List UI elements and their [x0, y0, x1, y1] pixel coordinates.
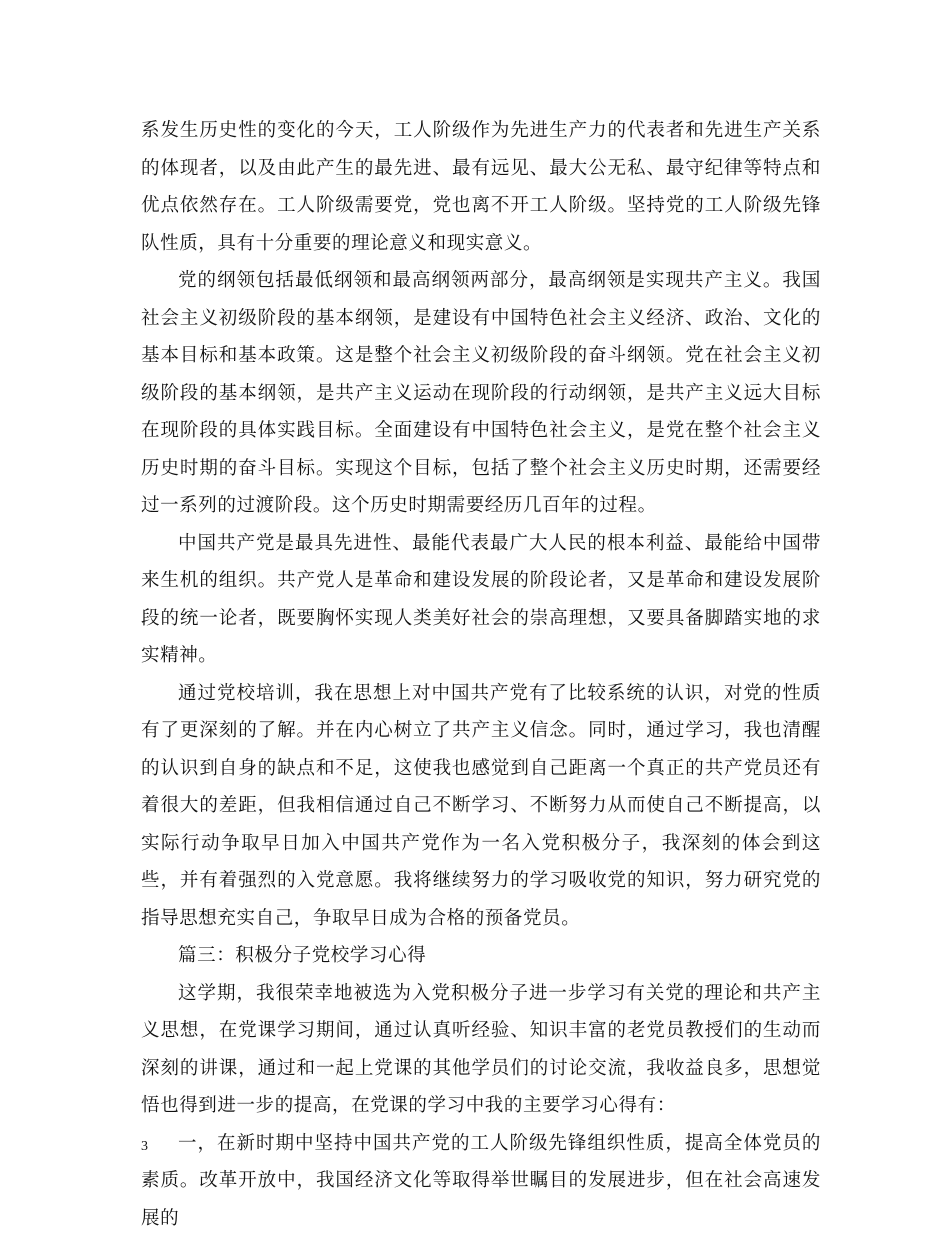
paragraph-first-point: 一，在新时期中坚持中国共产党的工人阶级先锋组织性质，提高全体党员的素质。改革开放中，我国经济文化等取得举世瞩目的发展进步，但在社会高速发展的: [141, 1125, 821, 1237]
paragraph-party-program: 党的纲领包括最低纲领和最高纲领两部分，最高纲领是实现共产主义。我国社会主义初级阶段的基本纲领，是建设有中国特色社会主义经济、政治、文化的基本目标和基本政策。这是整个社会主义初级阶段的奋斗纲领。党在社会主义初级阶段的基本纲领，是共产主义运动在现阶段的行动纲领，是共产主义远大目标在现阶段的具体实践目标。全面建设有中国特色社会主义，是党在整个社会主义历史时期的奋斗目标。实现这个目标，包括了整个社会主义历史时期，还需要经过一系列的过渡阶段。这个历史时期需要经历几百年的过程。: [141, 262, 821, 525]
paragraph-training-reflection: 通过党校培训，我在思想上对中国共产党有了比较系统的认识，对党的性质有了更深刻的了解。并在内心树立了共产主义信念。同时，通过学习，我也清醒的认识到自身的缺点和不足，这使我也感觉到自己距离一个真正的共产党员还有着很大的差距，但我相信通过自己不断学习、不断努力从而使自己不断提高，以实际行动争取早日加入中国共产党作为一名入党积极分子，我深刻的体会到这些，并有着强烈的入党意愿。我将继续努力的学习吸收党的知识，努力研究党的指导思想充实自己，争取早日成为合格的预备党员。: [141, 675, 821, 938]
section-heading: 篇三：积极分子党校学习心得: [141, 937, 821, 975]
paragraph-semester-study: 这学期，我很荣幸地被选为入党积极分子进一步学习有关党的理论和共产主义思想，在党课学习期间，通过认真听经验、知识丰富的老党员教授们的生动而深刻的讲课，通过和一起上党课的其他学员们的讨论交流，我收益良多，思想觉悟也得到进一步的提高，在党课的学习中我的主要学习心得有：: [141, 975, 821, 1125]
document-body: [141, 112, 821, 1237]
paragraph-party-advanced-nature: 中国共产党是最具先进性、最能代表最广大人民的根本利益、最能给中国带来生机的组织。共产党人是革命和建设发展的阶段论者，又是革命和建设发展阶段的统一论者，既要胸怀实现人类美好社会的崇高理想，又要具备脚踏实地的求实精神。: [141, 525, 821, 675]
paragraph-continuation: 系发生历史性的变化的今天，工人阶级作为先进生产力的代表者和先进生产关系的体现者，以及由此产生的最先进、最有远见、最大公无私、最守纪律等特点和优点依然存在。工人阶级需要党，党也离不开工人阶级。坚持党的工人阶级先锋队性质，具有十分重要的理论意义和现实意义。: [141, 112, 821, 262]
page-number: 3: [141, 1139, 148, 1155]
